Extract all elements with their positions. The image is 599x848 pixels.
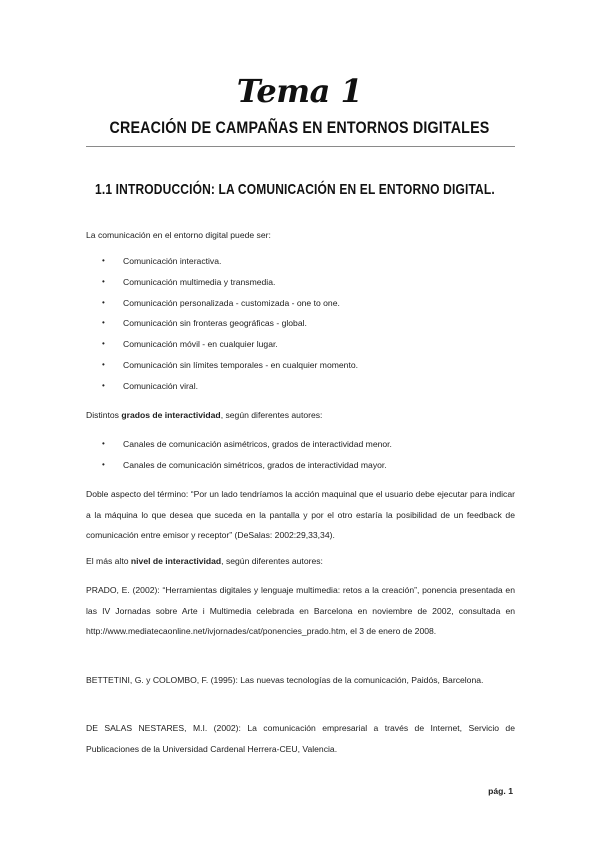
bullet-icon: • — [102, 439, 105, 448]
page-number: pág. 1 — [488, 786, 513, 796]
document-subtitle: CREACIÓN DE CAMPAÑAS EN ENTORNOS DIGITALES — [109, 118, 490, 137]
reference-prado: PRADO, E. (2002): “Herramientas digitales y lenguaje multimedia: retos a la creación”, ponencia presentada en las IV Jornadas sobre Arte i Multimedia celebrada en Barcelona en noviembre de 2002, consultada en http://www.mediatecaonline.net/ivjornades/cat/ponencies_prado.htm, el 3 de enero de 2008. — [86, 585, 515, 636]
nivel-paragraph: El más alto nivel de interactividad, según diferentes autores: — [86, 556, 323, 566]
list-item: • Canales de comunicación asimétricos, grados de interactividad menor. — [86, 434, 392, 455]
list-item: • Canales de comunicación simétricos, grados de interactividad mayor. — [86, 455, 392, 476]
list-item: • Comunicación sin límites temporales - en cualquier momento. — [86, 355, 358, 376]
bullet-icon: • — [102, 276, 105, 286]
title-divider — [86, 146, 515, 147]
list-comunicacion — [86, 251, 358, 397]
bullet-icon: • — [102, 380, 105, 390]
list-item: • Comunicación sin fronteras geográficas - global. — [86, 313, 358, 334]
grados-paragraph: Distintos grados de interactividad, según diferentes autores: — [86, 410, 323, 420]
intro-paragraph: La comunicación en el entorno digital puede ser: — [86, 230, 271, 240]
list-canales — [86, 434, 392, 476]
list-item: • Comunicación interactiva. — [86, 251, 358, 272]
list-item: • Comunicación multimedia y transmedia. — [86, 272, 358, 293]
bullet-icon: • — [102, 359, 105, 369]
doble-aspecto-paragraph: Doble aspecto del término: “Por un lado tendríamos la acción maquinal que el usuario debe ejecutar para indicar a la máquina lo que desea que suceda en la pantalla y por el otro estaría la posibilidad de un feedback de comunicación entre emisor y receptor” (DeSalas: 2002:29,33,34). — [86, 489, 515, 540]
list-item: • Comunicación móvil - en cualquier lugar. — [86, 334, 358, 355]
section-heading: 1.1 INTRODUCCIÓN: LA COMUNICACIÓN EN EL ENTORNO DIGITAL. — [95, 181, 495, 198]
list-item: • Comunicación personalizada - customizada - one to one. — [86, 293, 358, 314]
reference-bettetini: BETTETINI, G. y COLOMBO, F. (1995): Las nuevas tecnologías de la comunicación, Paidós, Barcelona. — [86, 675, 484, 685]
reference-desalas: DE SALAS NESTARES, M.I. (2002): La comunicación empresarial a través de Internet, Servicio de Publicaciones de la Universidad Cardenal Herrera-CEU, Valencia. — [86, 723, 515, 754]
bullet-icon: • — [102, 297, 105, 307]
bullet-icon: • — [102, 339, 105, 349]
list-item: • Comunicación viral. — [86, 376, 358, 397]
bullet-icon: • — [102, 459, 105, 469]
bullet-icon: • — [102, 256, 105, 265]
page-title: Tema 1 — [236, 72, 363, 110]
bullet-icon: • — [102, 318, 105, 328]
